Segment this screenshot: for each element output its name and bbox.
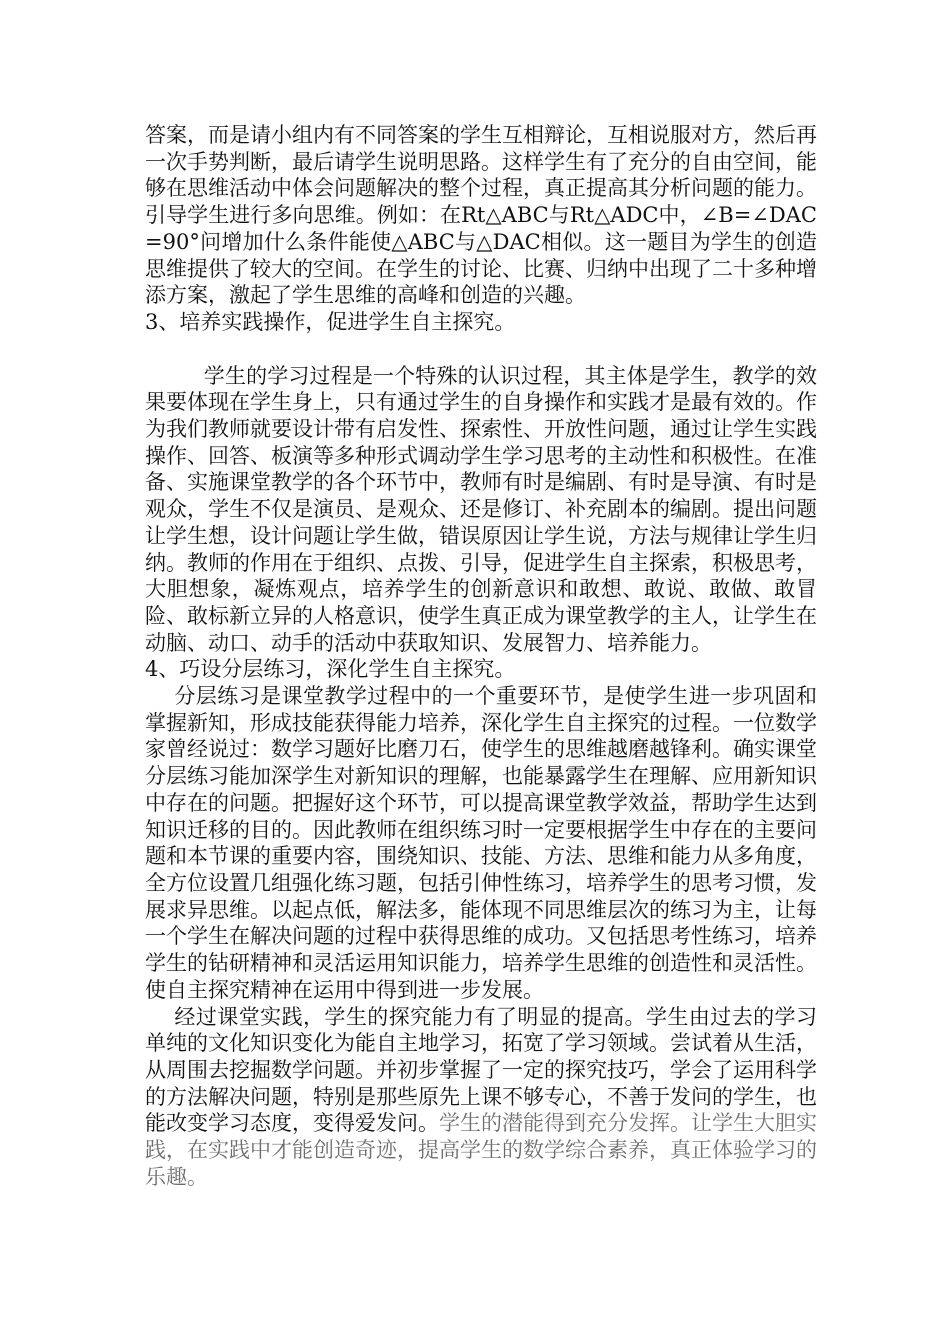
paragraph-practice-operation: 学生的学习过程是一个特殊的认识过程，其主体是学生，教学的效果要体现在学生身上，只有通过学生的自身操作和实践才是最有效的。作为我们教师就要设计带有启发性、探索性、开放性问题，通过让学生实践操作、回答、板演等多种形式调动学生学习思考的主动性和积极性。在准备、实施课堂教学的各个环节中，教师有时是编剧、有时是导演、有时是观众，学生不仅是演员、是观众、还是修订、补充剧本的编剧。提出问题让学生想，设计问题让学生做，错误原因让学生说，方法与规律让学生归纳。教师的作用在于组织、点拨、引导，促进学生自主探索，积极思考，大胆想象，凝炼观点，培养学生的创新意识和敢想、敢说、敢做、敢冒险、敢标新立异的人格意识，使学生真正成为课堂教学的主人，让学生在动脑、动口、动手的活动中获取知识、发展智力、培养能力。	[145, 363, 817, 655]
section-heading-4: 4、巧设分层练习，深化学生自主探究。	[145, 657, 516, 682]
paragraph-conclusion	[145, 1004, 817, 1191]
conclusion-muted-text: 学生的潜能得到充分发挥。让学生大胆实践，在实践中才能创造奇迹，提高学生的数学综合素养，真正体验学习的乐趣。	[145, 1111, 817, 1189]
paragraph-layered-exercises: 分层练习是课堂教学过程中的一个重要环节，是使学生进一步巩固和掌握新知，形成技能获得能力培养，深化学生自主探究的过程。一位数学家曾经说过：数学习题好比磨刀石，使学生的思维越磨越锋利。确实课堂分层练习能加深学生对新知识的理解，也能暴露学生在理解、应用新知识中存在的问题。把握好这个环节，可以提高课堂教学效益，帮助学生达到知识迁移的目的。因此教师在组织练习时一定要根据学生中存在的主要问题和本节课的重要内容，围绕知识、技能、方法、思维和能力从多角度，全方位设置几组强化练习题，包括引伸性练习，培养学生的思考习惯，发展求异思维。以起点低，解法多，能体现不同思维层次的练习为主，让每一个学生在解决问题的过程中获得思维的成功。又包括思考性练习，培养学生的钻研精神和灵活运用知识能力，培养学生思维的创造性和灵活性。使自主探究精神在运用中得到进一步发展。	[145, 684, 817, 1002]
paragraph-answer-discussion: 答案，而是请小组内有不同答案的学生互相辩论，互相说服对方，然后再一次手势判断，最后请学生说明思路。这样学生有了充分的自由空间，能够在思维活动中体会问题解决的整个过程，真正提高其分析问题的能力。	[145, 123, 817, 201]
conclusion-text: 经过课堂实践，学生的探究能力有了明显的提高。学生由过去的学习单纯的文化知识变化为能自主地学习，拓宽了学习领域。尝试着从生活，从周围去挖掘数学问题。并初步掌握了一定的探究技巧，学会了运用科学的方法解决问题，特别是那些原先上课不够专心，不善于发问的学生，也能改变学习态度，变得爱发问。	[145, 1004, 817, 1136]
section-heading-3: 3、培养实践操作，促进学生自主探究。	[145, 309, 516, 334]
blank-line	[145, 336, 817, 363]
paragraph-multi-direction-thinking: 引导学生进行多向思维。例如：在Rt△ABC与Rt△ADC中，∠B=∠DAC=90°问增加什么条件能使△ABC与△DAC相似。这一题目为学生的创造思维提供了较大的空间。在学生的讨论、比赛、归纳中出现了二十多种增添方案，激起了学生思维的高峰和创造的兴趣。	[145, 203, 817, 308]
document-body	[145, 122, 817, 1190]
